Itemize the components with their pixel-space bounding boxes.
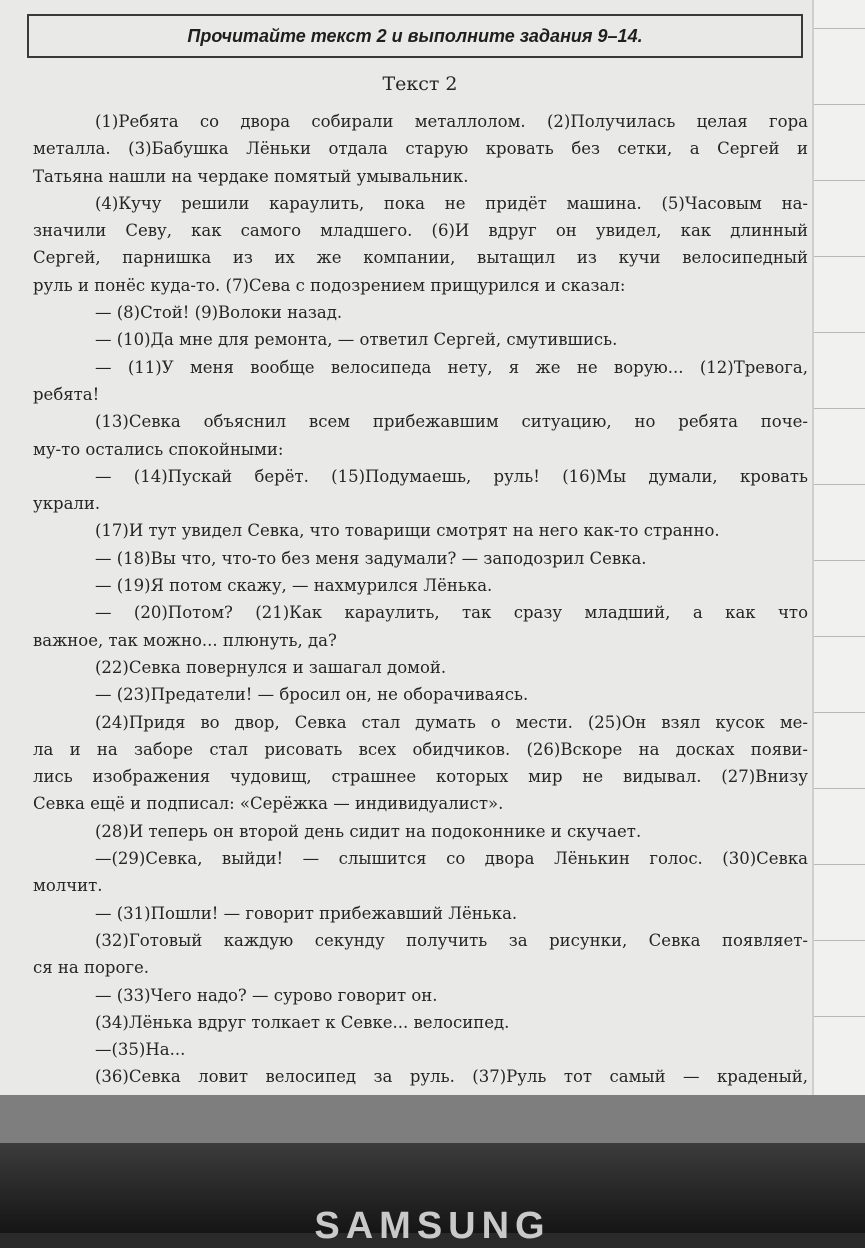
text-line: (32)Готовый каждую секунду получить за рисунки, Севка появляет- bbox=[95, 930, 808, 950]
text-line: важное, так можно... плюнуть, да? bbox=[33, 630, 337, 650]
text-line: —(35)На... bbox=[95, 1040, 186, 1060]
text-line: металла. (3)Бабушка Лёньки отдала старую кровать без сетки, а Сергей и bbox=[33, 139, 808, 159]
text-line: — (20)Потом? (21)Как караулить, так сразу младший, а как что bbox=[95, 603, 808, 623]
sheet-rule-line bbox=[814, 1016, 865, 1017]
sheet-rule-line bbox=[814, 332, 865, 333]
text-line: Севка ещё и подписал: «Серёжка — индивидуалист». bbox=[33, 794, 504, 814]
text-line: молчит. bbox=[33, 876, 103, 896]
text-line: (24)Придя во двор, Севка стал думать о мести. (25)Он взял кусок ме- bbox=[95, 712, 808, 732]
text-line: (36)Севка ловит велосипед за руль. (37)Руль тот самый — краденый, bbox=[95, 1067, 808, 1087]
text-line: лись изображения чудовищ, страшнее которых мир не видывал. (27)Внизу bbox=[33, 767, 808, 787]
task-instruction: Прочитайте текст 2 и выполните задания 9–14. bbox=[187, 25, 643, 46]
sheet-rule-line bbox=[814, 484, 865, 485]
text-line: — (19)Я потом скажу, — нахмурился Лёнька. bbox=[95, 576, 493, 596]
text-line: (17)И тут увидел Севка, что товарищи смотрят на него как-то странно. bbox=[95, 521, 720, 541]
text-line: ла и на заборе стал рисовать всех обидчиков. (26)Вскоре на досках появи- bbox=[33, 739, 808, 759]
text-line: украли. bbox=[33, 494, 101, 514]
text-line: — (33)Чего надо? — сурово говорит он. bbox=[95, 985, 438, 1005]
sheet-rule-line bbox=[814, 864, 865, 865]
text-line: (1)Ребята со двора собирали металлолом. (2)Получилась целая гора bbox=[95, 112, 808, 131]
text-title: Текст 2 bbox=[382, 73, 458, 95]
text-line: — (31)Пошли! — говорит прибежавший Лёнька. bbox=[95, 903, 518, 923]
text-line: — (23)Предатели! — бросил он, не оборачиваясь. bbox=[95, 685, 529, 705]
sheet-rule-line bbox=[814, 256, 865, 257]
text-line: (28)И теперь он второй день сидит на подоконнике и скучает. bbox=[95, 821, 642, 841]
text-body bbox=[33, 108, 808, 1091]
text-line: (4)Кучу решили караулить, пока не придёт машина. (5)Часовым на- bbox=[95, 193, 808, 213]
sheet-rule-line bbox=[814, 940, 865, 941]
text-line: ся на пороге. bbox=[33, 958, 150, 978]
text-line: значили Севу, как самого младшего. (6)И вдруг он увидел, как длинный bbox=[33, 221, 808, 241]
text-line: (34)Лёнька вдруг толкает к Севке... велосипед. bbox=[95, 1012, 510, 1032]
text-line: — (18)Вы что, что-то без меня задумали? — заподозрил Севка. bbox=[95, 548, 647, 568]
desk-surface bbox=[0, 1095, 865, 1143]
text-line: руль и понёс куда-то. (7)Сева с подозрением прищурился и сказал: bbox=[33, 275, 626, 295]
sheet-rule-line bbox=[814, 560, 865, 561]
text-line: — (10)Да мне для ремонта, — ответил Сергей, смутившись. bbox=[95, 330, 618, 350]
adjacent-sheet bbox=[812, 0, 865, 1095]
sheet-rule-line bbox=[814, 180, 865, 181]
sheet-rule-line bbox=[814, 712, 865, 713]
text-line: ребята! bbox=[33, 384, 100, 404]
text-line: (22)Севка повернулся и зашагал домой. bbox=[95, 657, 447, 677]
sheet-rule-line bbox=[814, 408, 865, 409]
task-instruction-box bbox=[27, 14, 803, 58]
text-line: —(29)Севка, выйди! — слышится со двора Лёнькин голос. (30)Севка bbox=[95, 849, 808, 869]
text-line: — (8)Стой! (9)Волоки назад. bbox=[95, 303, 343, 323]
text-line: — (11)У меня вообще велосипеда нету, я же не ворую... (12)Тревога, bbox=[95, 357, 808, 377]
text-line: (13)Севка объяснил всем прибежавшим ситуацию, но ребята поче- bbox=[95, 412, 808, 432]
text-line: — (14)Пускай берёт. (15)Подумаешь, руль! (16)Мы думали, кровать bbox=[95, 466, 808, 486]
sheet-rule-line bbox=[814, 636, 865, 637]
text-line: му-то остались спокойными: bbox=[33, 439, 284, 459]
sheet-rule-line bbox=[814, 788, 865, 789]
monitor-brand-logo: SAMSUNG bbox=[314, 1205, 551, 1247]
text-line: Сергей, парнишка из их же компании, вытащил из кучи велосипедный bbox=[33, 248, 808, 268]
sheet-rule-line bbox=[814, 28, 865, 29]
sheet-rule-line bbox=[814, 104, 865, 105]
text-line: Татьяна нашли на чердаке помятый умывальник. bbox=[33, 166, 469, 186]
